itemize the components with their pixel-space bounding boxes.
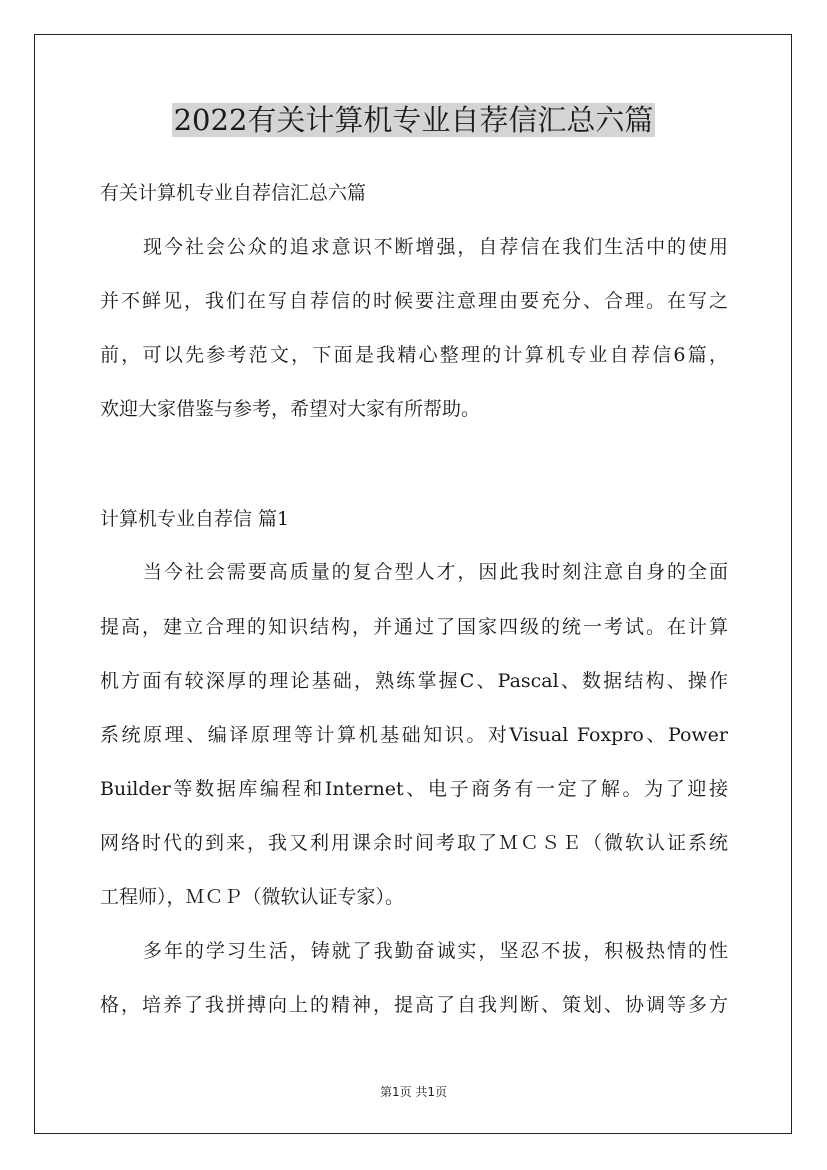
intro-line: 并不鲜见，我们在写自荐信的时候要注意理由要充分、合理。在写之 [100,290,728,312]
body-line: 格，培养了我拼搏向上的精神，提高了自我判断、策划、协调等多方 [100,994,728,1016]
body-line: 工程师），ＭＣＰ（微软认证专家）。 [100,886,405,908]
page-number: 第1页 共1页 [379,1085,448,1099]
body-line: 当今社会需要高质量的复合型人才，因此我时刻注意自身的全面 [143,561,728,583]
body-line: 机方面有较深厚的理论基础，熟练掌握C、Pascal、数据结构、操作 [100,670,728,692]
body-line: Builder等数据库编程和Internet、电子商务有一定了解。为了迎接 [100,778,728,800]
body-line: 网络时代的到来，我又利用课余时间考取了ＭＣＳＥ（微软认证系统 [100,832,728,854]
intro-line: 前，可以先参考范文，下面是我精心整理的计算机专业自荐信6篇， [100,344,728,366]
section-heading: 计算机专业自荐信 篇1 [100,508,290,530]
body-line: 提高，建立合理的知识结构，并通过了国家四级的统一考试。在计算 [100,616,728,638]
document-title [0,100,827,140]
body-line: 系统原理、编译原理等计算机基础知识。对Visual Foxpro、Power [100,724,728,746]
intro-line: 现今社会公众的追求意识不断增强，自荐信在我们生活中的使用 [143,236,728,258]
body-line: 多年的学习生活，铸就了我勤奋诚实，坚忍不拔，积极热情的性 [143,940,728,962]
intro-line: 欢迎大家借鉴与参考，希望对大家有所帮助。 [100,398,481,420]
document-title-text: 2022有关计算机专业自荐信汇总六篇 [173,103,654,137]
document-subtitle: 有关计算机专业自荐信汇总六篇 [100,182,367,204]
